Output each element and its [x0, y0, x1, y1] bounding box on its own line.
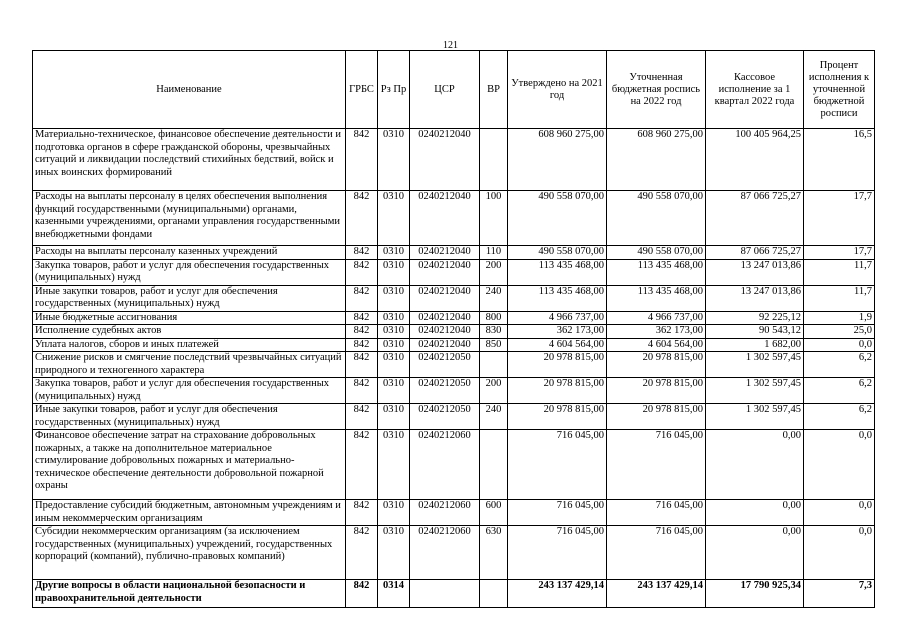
cell-percent: 11,7 [804, 259, 875, 285]
cell-refined: 362 173,00 [607, 325, 706, 339]
cell-name: Расходы на выплаты персоналу в целях обеспечения выполнения функций государственными (муниципальными) органами, казенными учреждениями, органами управления государственными внебюджетными фондами [33, 191, 346, 246]
cell-name: Иные закупки товаров, работ и услуг для обеспечения государственных (муниципальных) нужд [33, 404, 346, 430]
header-percent: Процент исполнения к уточненной бюджетной росписи [804, 51, 875, 129]
cell-grbs: 842 [346, 325, 378, 339]
cell-percent: 0,0 [804, 526, 875, 580]
cell-cash: 1 682,00 [706, 338, 804, 352]
cell-approved: 362 173,00 [508, 325, 607, 339]
cell-percent: 17,7 [804, 191, 875, 246]
cell-csr [410, 580, 480, 608]
cell-csr: 0240212040 [410, 325, 480, 339]
header-name: Наименование [33, 51, 346, 129]
cell-grbs: 842 [346, 526, 378, 580]
cell-approved: 113 435 468,00 [508, 259, 607, 285]
cell-csr: 0240212040 [410, 191, 480, 246]
cell-grbs: 842 [346, 338, 378, 352]
cell-refined: 4 604 564,00 [607, 338, 706, 352]
cell-approved: 716 045,00 [508, 500, 607, 526]
cell-percent: 16,5 [804, 129, 875, 191]
cell-csr: 0240212040 [410, 338, 480, 352]
cell-csr: 0240212060 [410, 500, 480, 526]
cell-percent: 6,2 [804, 352, 875, 378]
cell-percent: 0,0 [804, 338, 875, 352]
cell-cash: 100 405 964,25 [706, 129, 804, 191]
cell-csr: 0240212050 [410, 404, 480, 430]
cell-vr: 600 [480, 500, 508, 526]
cell-name: Закупка товаров, работ и услуг для обеспечения государственных (муниципальных) нужд [33, 259, 346, 285]
cell-rzpr: 0310 [378, 129, 410, 191]
cell-rzpr: 0310 [378, 404, 410, 430]
cell-grbs: 842 [346, 580, 378, 608]
cell-vr: 200 [480, 378, 508, 404]
header-rzpr: Рз Пр [378, 51, 410, 129]
header-vr: ВР [480, 51, 508, 129]
cell-percent: 7,3 [804, 580, 875, 608]
cell-grbs: 842 [346, 404, 378, 430]
cell-csr: 0240212050 [410, 352, 480, 378]
page-number: 121 [443, 40, 458, 51]
cell-refined: 716 045,00 [607, 526, 706, 580]
cell-vr: 200 [480, 259, 508, 285]
cell-refined: 716 045,00 [607, 430, 706, 500]
cell-rzpr: 0310 [378, 378, 410, 404]
cell-approved: 716 045,00 [508, 430, 607, 500]
budget-table [32, 50, 875, 608]
cell-approved: 4 604 564,00 [508, 338, 607, 352]
cell-refined: 490 558 070,00 [607, 246, 706, 260]
table-row [33, 352, 875, 378]
cell-vr [480, 430, 508, 500]
cell-name: Другие вопросы в области национальной безопасности и правоохранительной деятельности [33, 580, 346, 608]
cell-vr: 850 [480, 338, 508, 352]
table-row [33, 129, 875, 191]
table-row [33, 526, 875, 580]
header-approved: Утверждено на 2021 год [508, 51, 607, 129]
cell-refined: 20 978 815,00 [607, 352, 706, 378]
cell-name: Исполнение судебных актов [33, 325, 346, 339]
cell-name: Расходы на выплаты персоналу казенных учреждений [33, 246, 346, 260]
cell-grbs: 842 [346, 246, 378, 260]
table-row [33, 404, 875, 430]
cell-refined: 608 960 275,00 [607, 129, 706, 191]
table-row [33, 325, 875, 339]
cell-grbs: 842 [346, 285, 378, 311]
cell-csr: 0240212040 [410, 259, 480, 285]
cell-rzpr: 0310 [378, 430, 410, 500]
cell-approved: 716 045,00 [508, 526, 607, 580]
cell-vr [480, 129, 508, 191]
cell-csr: 0240212060 [410, 430, 480, 500]
cell-approved: 490 558 070,00 [508, 246, 607, 260]
cell-vr: 240 [480, 285, 508, 311]
cell-vr [480, 580, 508, 608]
table-body [33, 129, 875, 608]
cell-grbs: 842 [346, 430, 378, 500]
header-row [33, 51, 875, 129]
table-row [33, 259, 875, 285]
cell-refined: 716 045,00 [607, 500, 706, 526]
cell-grbs: 842 [346, 500, 378, 526]
cell-approved: 20 978 815,00 [508, 404, 607, 430]
cell-approved: 113 435 468,00 [508, 285, 607, 311]
cell-vr [480, 352, 508, 378]
cell-percent: 0,0 [804, 430, 875, 500]
cell-cash: 87 066 725,27 [706, 191, 804, 246]
cell-rzpr: 0310 [378, 191, 410, 246]
cell-percent: 6,2 [804, 378, 875, 404]
cell-csr: 0240212040 [410, 285, 480, 311]
cell-refined: 113 435 468,00 [607, 285, 706, 311]
cell-rzpr: 0310 [378, 259, 410, 285]
cell-rzpr: 0310 [378, 246, 410, 260]
cell-cash: 13 247 013,86 [706, 285, 804, 311]
cell-name: Материально-техническое, финансовое обеспечение деятельности и подготовка органов в сфере гражданской обороны, чрезвычайных ситуаций и ликвидации последствий стихийных бедствий, войск и иных воинских формирований [33, 129, 346, 191]
cell-grbs: 842 [346, 191, 378, 246]
cell-rzpr: 0314 [378, 580, 410, 608]
cell-csr: 0240212040 [410, 311, 480, 325]
cell-approved: 243 137 429,14 [508, 580, 607, 608]
table-row [33, 285, 875, 311]
cell-vr: 240 [480, 404, 508, 430]
cell-rzpr: 0310 [378, 526, 410, 580]
cell-rzpr: 0310 [378, 285, 410, 311]
cell-name: Финансовое обеспечение затрат на страхование добровольных пожарных, а также на дополнительное материальное стимулирование добровольных пожарных и материально-техническое обеспечение деятельности добровольной пожарной охраны [33, 430, 346, 500]
cell-name: Иные закупки товаров, работ и услуг для обеспечения государственных (муниципальных) нужд [33, 285, 346, 311]
cell-rzpr: 0310 [378, 500, 410, 526]
table-row [33, 378, 875, 404]
table-row [33, 246, 875, 260]
cell-refined: 20 978 815,00 [607, 404, 706, 430]
cell-cash: 13 247 013,86 [706, 259, 804, 285]
cell-approved: 20 978 815,00 [508, 352, 607, 378]
cell-name: Предоставление субсидий бюджетным, автономным учреждениям и иным некоммерческим организациям [33, 500, 346, 526]
cell-name: Снижение рисков и смягчение последствий чрезвычайных ситуаций природного и техногенного характера [33, 352, 346, 378]
cell-approved: 20 978 815,00 [508, 378, 607, 404]
cell-refined: 4 966 737,00 [607, 311, 706, 325]
cell-grbs: 842 [346, 352, 378, 378]
cell-vr: 830 [480, 325, 508, 339]
cell-vr: 100 [480, 191, 508, 246]
cell-cash: 90 543,12 [706, 325, 804, 339]
table-row [33, 430, 875, 500]
cell-csr: 0240212040 [410, 129, 480, 191]
cell-cash: 87 066 725,27 [706, 246, 804, 260]
cell-percent: 25,0 [804, 325, 875, 339]
cell-cash: 0,00 [706, 500, 804, 526]
cell-grbs: 842 [346, 378, 378, 404]
cell-refined: 243 137 429,14 [607, 580, 706, 608]
cell-vr: 630 [480, 526, 508, 580]
cell-name: Уплата налогов, сборов и иных платежей [33, 338, 346, 352]
header-refined: Уточненная бюджетная роспись на 2022 год [607, 51, 706, 129]
cell-rzpr: 0310 [378, 352, 410, 378]
cell-rzpr: 0310 [378, 311, 410, 325]
cell-percent: 6,2 [804, 404, 875, 430]
cell-rzpr: 0310 [378, 325, 410, 339]
cell-approved: 4 966 737,00 [508, 311, 607, 325]
table-row [33, 338, 875, 352]
cell-approved: 490 558 070,00 [508, 191, 607, 246]
cell-cash: 1 302 597,45 [706, 352, 804, 378]
cell-percent: 17,7 [804, 246, 875, 260]
cell-cash: 0,00 [706, 430, 804, 500]
header-cash: Кассовое исполнение за 1 квартал 2022 года [706, 51, 804, 129]
cell-csr: 0240212040 [410, 246, 480, 260]
header-grbs: ГРБС [346, 51, 378, 129]
cell-csr: 0240212050 [410, 378, 480, 404]
cell-grbs: 842 [346, 129, 378, 191]
cell-vr: 800 [480, 311, 508, 325]
cell-refined: 113 435 468,00 [607, 259, 706, 285]
cell-cash: 1 302 597,45 [706, 404, 804, 430]
cell-percent: 11,7 [804, 285, 875, 311]
cell-cash: 1 302 597,45 [706, 378, 804, 404]
cell-name: Закупка товаров, работ и услуг для обеспечения государственных (муниципальных) нужд [33, 378, 346, 404]
table-row [33, 580, 875, 608]
cell-grbs: 842 [346, 311, 378, 325]
cell-refined: 490 558 070,00 [607, 191, 706, 246]
table-row [33, 191, 875, 246]
cell-cash: 92 225,12 [706, 311, 804, 325]
cell-approved: 608 960 275,00 [508, 129, 607, 191]
cell-name: Иные бюджетные ассигнования [33, 311, 346, 325]
cell-refined: 20 978 815,00 [607, 378, 706, 404]
cell-cash: 17 790 925,34 [706, 580, 804, 608]
table-row [33, 311, 875, 325]
cell-name: Субсидии некоммерческим организациям (за исключением государственных (муниципальных) учреждений, государственных корпораций (компаний), публично-правовых компаний) [33, 526, 346, 580]
cell-csr: 0240212060 [410, 526, 480, 580]
header-csr: ЦСР [410, 51, 480, 129]
cell-rzpr: 0310 [378, 338, 410, 352]
cell-percent: 1,9 [804, 311, 875, 325]
cell-vr: 110 [480, 246, 508, 260]
table-row [33, 500, 875, 526]
cell-cash: 0,00 [706, 526, 804, 580]
cell-grbs: 842 [346, 259, 378, 285]
cell-percent: 0,0 [804, 500, 875, 526]
